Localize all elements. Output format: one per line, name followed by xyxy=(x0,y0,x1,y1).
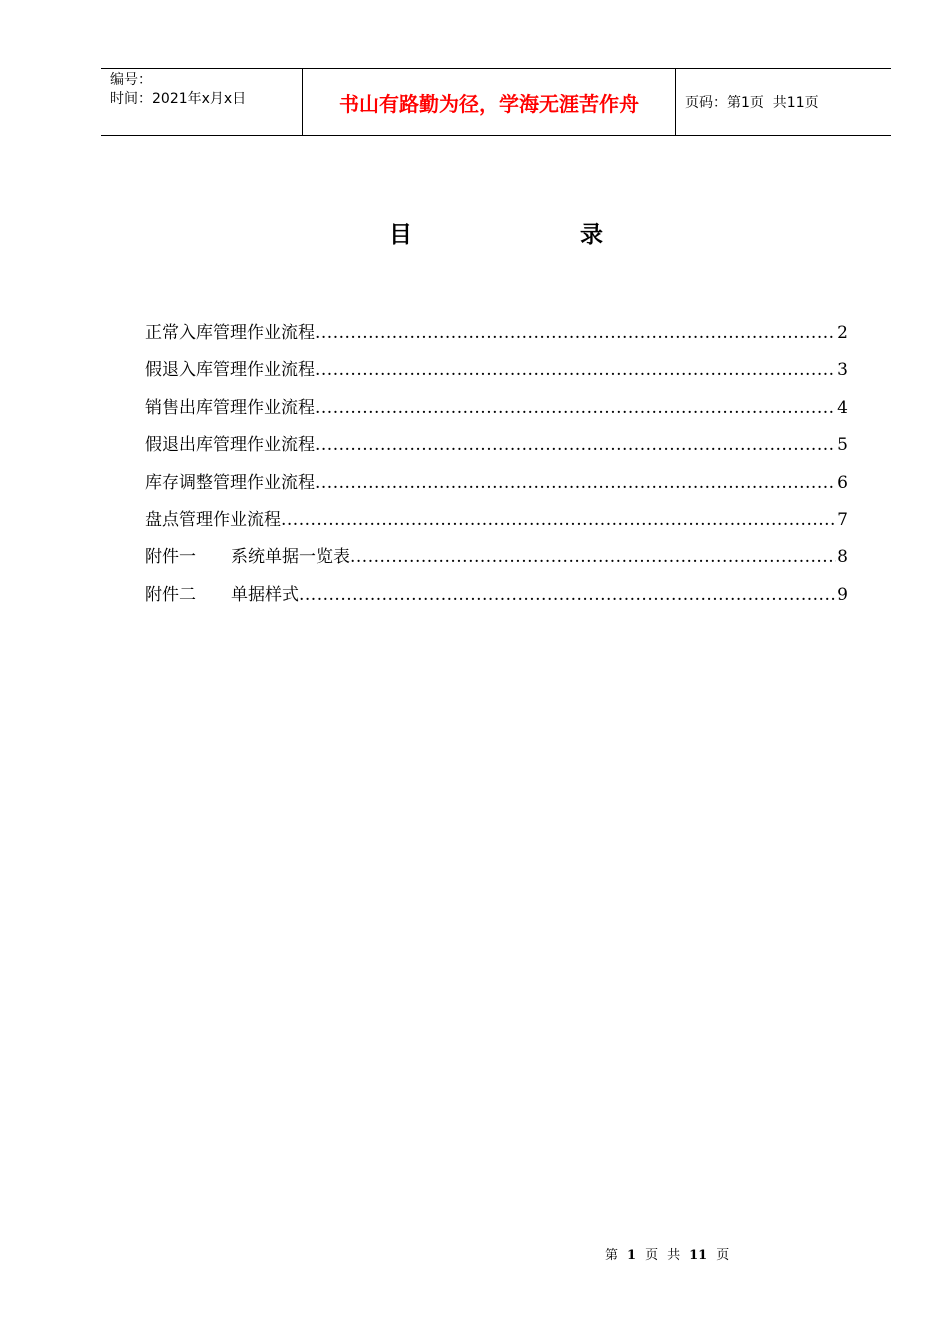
footer-page-counter xyxy=(605,1247,729,1265)
footer-total-pages: 11 xyxy=(689,1248,708,1263)
toc-entry-label: 假退出库管理作业流程 xyxy=(145,435,315,456)
footer-ye-1: 页 xyxy=(645,1248,659,1263)
toc-entry-label: 假退入库管理作业流程 xyxy=(145,360,315,381)
header-page-info-text: 页码：第1页 共11页 xyxy=(685,95,819,111)
toc-entry-label: 单据样式 xyxy=(231,584,299,605)
toc-entry-page: 9 xyxy=(837,584,848,605)
toc-entry[interactable] xyxy=(145,544,848,581)
document-code-label: 编号： xyxy=(110,72,152,88)
toc-entry-label: 库存调整管理作业流程 xyxy=(145,472,315,493)
toc-entry-label: 正常入库管理作业流程 xyxy=(145,323,315,343)
toc-entry-prefix: 附件二 xyxy=(145,584,196,605)
document-header xyxy=(101,68,891,136)
toc-entry-page: 7 xyxy=(837,509,848,530)
toc-entry[interactable] xyxy=(145,507,848,544)
toc-entry[interactable] xyxy=(145,357,848,394)
toc-leader-dots xyxy=(315,320,836,346)
toc-leader-dots xyxy=(281,507,836,533)
toc-title-char-1: 目 xyxy=(389,222,412,248)
toc-entry[interactable] xyxy=(145,432,848,469)
toc-leader-dots xyxy=(315,357,836,383)
toc-leader-dots xyxy=(315,432,836,458)
toc-entry-page: 8 xyxy=(837,547,848,568)
toc-entry-label: 系统单据一览表 xyxy=(231,547,350,568)
toc-entry-page: 4 xyxy=(837,397,848,418)
toc-title xyxy=(0,220,950,250)
toc-title-char-2: 录 xyxy=(580,222,603,248)
footer-gong: 共 xyxy=(667,1248,681,1263)
toc-leader-dots xyxy=(299,582,836,608)
header-motto: 书山有路勤为径，学海无涯苦作舟 xyxy=(339,92,639,116)
document-date: 时间：2021年x月x日 xyxy=(110,91,247,107)
toc-leader-dots xyxy=(315,470,836,496)
toc-entry[interactable] xyxy=(145,320,848,357)
header-motto-cell xyxy=(302,69,676,135)
header-page-info xyxy=(685,94,819,112)
toc-entry[interactable] xyxy=(145,395,848,432)
toc-leader-dots xyxy=(315,395,836,421)
toc-entry-prefix: 附件一 xyxy=(145,547,196,568)
footer-di: 第 xyxy=(605,1248,619,1263)
toc-entry-page: 3 xyxy=(837,360,848,381)
toc-entry[interactable] xyxy=(145,470,848,507)
toc-entry-page: 2 xyxy=(837,323,848,343)
toc-entry[interactable] xyxy=(145,582,848,619)
toc-leader-dots xyxy=(350,544,836,570)
footer-current-page: 1 xyxy=(627,1248,637,1263)
toc-entry-label: 盘点管理作业流程 xyxy=(145,509,281,530)
header-page-cell xyxy=(676,69,891,135)
table-of-contents xyxy=(145,320,848,619)
toc-entry-page: 5 xyxy=(837,435,848,456)
toc-entry-page: 6 xyxy=(837,472,848,493)
toc-entry-label: 销售出库管理作业流程 xyxy=(145,397,315,418)
header-meta-cell xyxy=(101,69,302,135)
footer-ye-2: 页 xyxy=(716,1248,730,1263)
